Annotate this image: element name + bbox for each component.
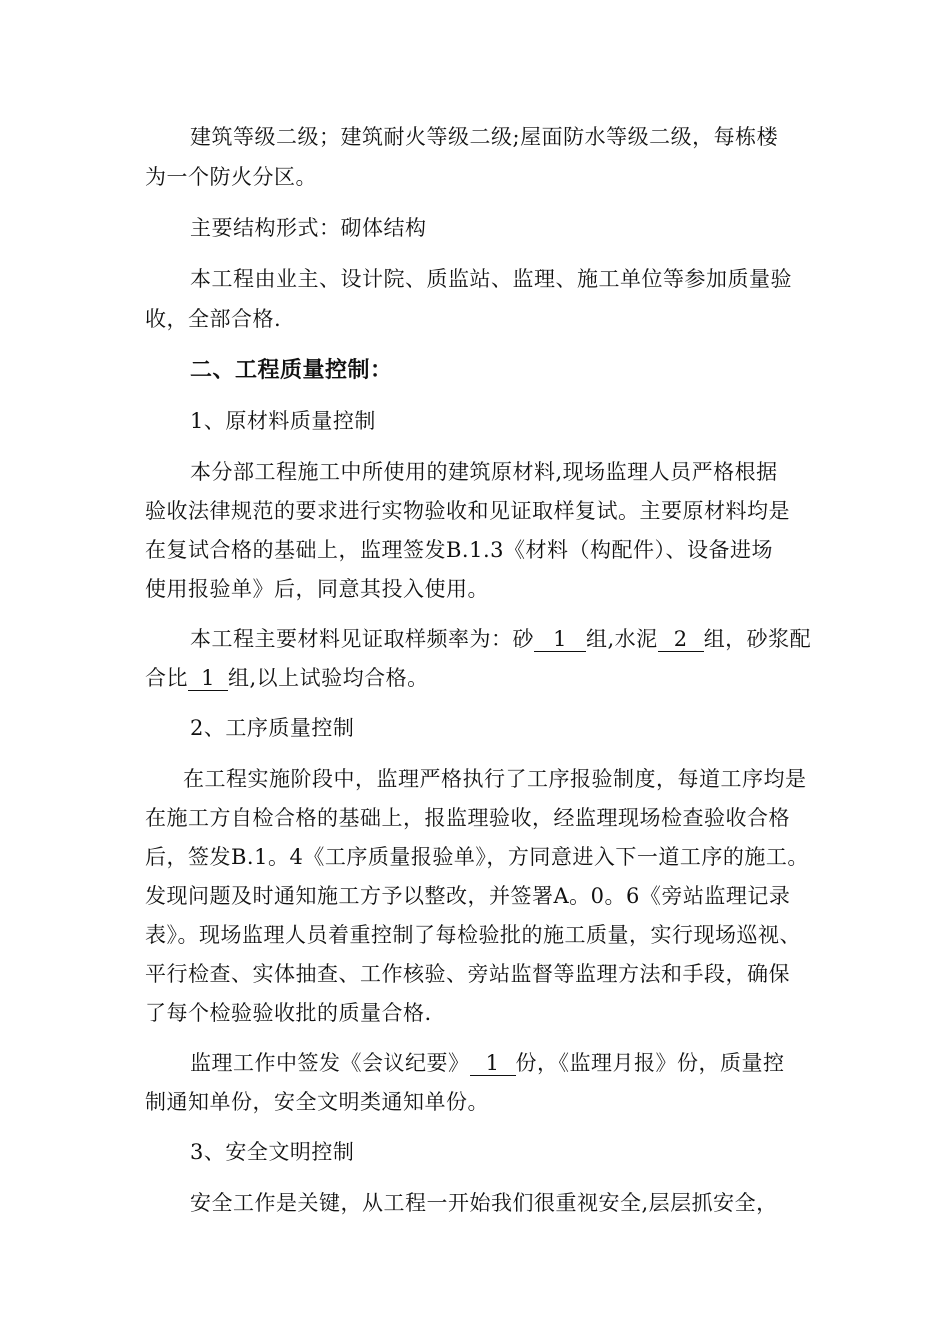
cement-count: 2 xyxy=(658,627,704,652)
paragraph-grade-line2: 为一个防火分区。 xyxy=(145,165,317,189)
subsection-title-process: 2、工序质量控制 xyxy=(190,716,355,740)
paragraph-materials-line4: 使用报验单》后，同意其投入使用。 xyxy=(145,577,489,601)
paragraph-acceptance-line2: 收，全部合格. xyxy=(145,307,282,331)
mortar-count: 1 xyxy=(188,666,228,691)
documents-prefix: 监理工作中签发《会议纪要》 xyxy=(190,1051,470,1075)
paragraph-sampling-line2 xyxy=(145,663,429,693)
paragraph-process-line5: 表》。现场监理人员着重控制了每检验批的施工质量，实行现场巡视、 xyxy=(145,923,801,947)
paragraph-safety-line1: 安全工作是关键，从工程一开始我们很重视安全,层层抓安全， xyxy=(190,1191,778,1215)
subsection-title-materials: 1、原材料质量控制 xyxy=(190,409,376,433)
documents-suffix: 份，《监理月报》份，质量控 xyxy=(515,1051,785,1075)
paragraph-grade-line1: 建筑等级二级；建筑耐火等级二级;屋面防水等级二级，每栋楼 xyxy=(190,125,779,149)
sampling-line2-prefix: 合比 xyxy=(145,666,188,690)
paragraph-materials-line2: 验收法律规范的要求进行实物验收和见证取样复试。主要原材料均是 xyxy=(145,499,790,523)
sampling-mid1: 组,水泥 xyxy=(586,627,658,651)
paragraph-sampling-line1 xyxy=(190,624,811,654)
paragraph-acceptance-line1: 本工程由业主、设计院、质监站、监理、施工单位等参加质量验 xyxy=(190,267,792,291)
minutes-count: 1 xyxy=(470,1051,516,1076)
paragraph-materials-line3: 在复试合格的基础上，监理签发B.1.3《材料（构配件）、设备进场 xyxy=(145,538,774,562)
paragraph-materials-line1: 本分部工程施工中所使用的建筑原材料,现场监理人员严格根据 xyxy=(190,460,778,484)
paragraph-process-line6: 平行检查、实体抽查、工作核验、旁站监督等监理方法和手段，确保 xyxy=(145,962,790,986)
paragraph-process-line1: 在工程实施阶段中，监理严格执行了工序报验制度，每道工序均是 xyxy=(183,767,807,791)
sampling-mid2: 组，砂浆配 xyxy=(703,627,812,651)
paragraph-documents-line2: 制通知单份，安全文明类通知单份。 xyxy=(145,1090,489,1114)
paragraph-process-line2: 在施工方自检合格的基础上，报监理验收，经监理现场检查验收合格 xyxy=(145,806,790,830)
section-heading: 二、工程质量控制： xyxy=(190,357,393,383)
sampling-prefix: 本工程主要材料见证取样频率为：砂 xyxy=(190,627,534,651)
paragraph-process-line3: 后，签发B.1。4《工序质量报验单》，方同意进入下一道工序的施工。 xyxy=(145,845,809,869)
paragraph-process-line7: 了每个检验验收批的质量合格. xyxy=(145,1001,432,1025)
paragraph-documents-line1 xyxy=(190,1048,785,1078)
sampling-line2-suffix: 组,以上试验均合格。 xyxy=(228,666,429,690)
paragraph-process-line4: 发现问题及时通知施工方予以整改，并签署A。0。6《旁站监理记录 xyxy=(145,884,791,908)
sand-count: 1 xyxy=(534,627,586,652)
subsection-title-safety: 3、安全文明控制 xyxy=(190,1140,355,1164)
paragraph-structure: 主要结构形式：砌体结构 xyxy=(190,216,427,240)
